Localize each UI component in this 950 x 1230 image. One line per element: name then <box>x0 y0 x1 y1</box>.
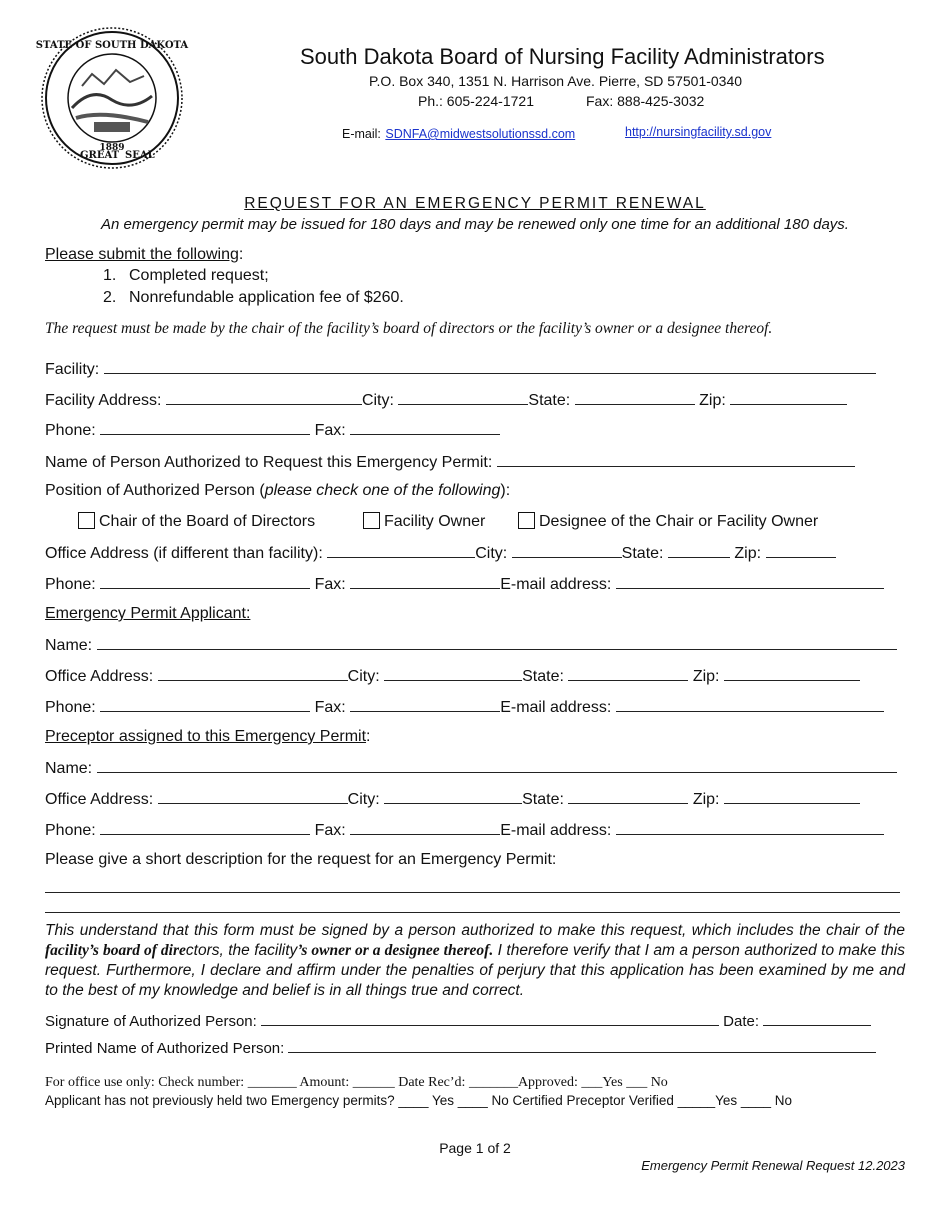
facility-phone-label: Phone: <box>45 422 96 439</box>
preceptor-city-label: City: <box>347 791 380 808</box>
applicant-phone-label: Phone: <box>45 699 96 716</box>
auth-state-label: State: <box>621 545 664 562</box>
org-address: P.O. Box 340, 1351 N. Harrison Ave. Pierre, SD 57501-0340 <box>369 73 743 89</box>
facility-zip-field[interactable] <box>730 390 847 405</box>
facility-fax-field[interactable] <box>350 420 500 435</box>
signature-field[interactable] <box>261 1011 719 1026</box>
facility-phone-field[interactable] <box>100 420 310 435</box>
auth-phone-field[interactable] <box>100 574 310 589</box>
svg-text:GREAT: GREAT <box>80 150 120 161</box>
preceptor-phone-label: Phone: <box>45 822 96 839</box>
auth-city-label: City: <box>475 545 508 562</box>
auth-state-field[interactable] <box>668 543 730 558</box>
organization-name: South Dakota Board of Nursing Facility Administrators <box>300 44 825 69</box>
request-note: The request must be made by the chair of the facility’s board of directors or the facility’s owner or a designee thereof. <box>45 320 773 337</box>
description-line-2[interactable] <box>45 898 900 913</box>
owner-checkbox[interactable] <box>363 512 380 529</box>
svg-text:1889: 1889 <box>99 143 125 153</box>
applicant-zip-field[interactable] <box>724 666 860 681</box>
auth-office-address-field[interactable] <box>327 543 475 558</box>
preceptor-heading: Preceptor assigned to this Emergency Permit: <box>45 728 371 745</box>
auth-email-label: E-mail address: <box>500 576 612 593</box>
applicant-fax-label: Fax: <box>314 699 346 716</box>
submit-item-1: Completed request; <box>129 267 269 284</box>
applicant-state-field[interactable] <box>568 666 688 681</box>
applicant-state-label: State: <box>522 668 564 685</box>
applicant-name-field[interactable] <box>97 635 897 650</box>
applicant-city-label: City: <box>347 668 380 685</box>
applicant-city-field[interactable] <box>384 666 522 681</box>
facility-field[interactable] <box>104 359 876 374</box>
preceptor-zip-label: Zip: <box>692 791 720 808</box>
declaration-text: This understand that this form must be signed by a person authorized to make this request, which includes the chair of the facility’s board of directors, the facility’s owner or a designee thereof. I therefore verify that I am a person authorized to make this request. Furthermore, I declare and affirm under the penalties of perjury that this application has been examined by me and to the best of my knowledge and belief is in all things true and correct. <box>45 922 905 999</box>
applicant-phone-field[interactable] <box>100 697 310 712</box>
facility-state-field[interactable] <box>575 390 695 405</box>
submit-heading: Please submit the following: <box>45 246 244 263</box>
facility-fax-label: Fax: <box>314 422 346 439</box>
state-seal-image <box>32 26 194 170</box>
submit-item-2: Nonrefundable application fee of $260. <box>129 289 404 306</box>
facility-address-label: Facility Address: <box>45 392 162 409</box>
applicant-fax-field[interactable] <box>350 697 500 712</box>
preceptor-state-field[interactable] <box>568 789 688 804</box>
position-label: Position of Authorized Person (please check one of the following): <box>45 482 511 499</box>
preceptor-fax-label: Fax: <box>314 822 346 839</box>
printed-name-field[interactable] <box>288 1038 876 1053</box>
preceptor-phone-field[interactable] <box>100 820 310 835</box>
facility-address-field[interactable] <box>166 390 362 405</box>
auth-office-address-label: Office Address (if different than facility): <box>45 545 323 562</box>
page-number: Page 1 of 2 <box>439 1140 511 1156</box>
preceptor-name-label: Name: <box>45 760 93 777</box>
auth-email-field[interactable] <box>616 574 884 589</box>
website-link[interactable]: http://nursingfacility.sd.gov <box>625 125 772 139</box>
chair-option-label: Chair of the Board of Directors <box>99 513 316 530</box>
org-phone: Ph.: 605-224-1721 <box>418 93 534 109</box>
email-label: E-mail: <box>342 127 381 141</box>
form-subtitle: An emergency permit may be issued for 180 days and may be renewed only one time for an additional 180 days. <box>101 216 849 233</box>
office-use-line-2: Applicant has not previously held two Emergency permits? ____ Yes ____ No Certified Preceptor Verified _____Yes ____ No <box>45 1093 792 1108</box>
applicant-office-address-label: Office Address: <box>45 668 154 685</box>
svg-text:STATE OF SOUTH DAKOTA: STATE OF SOUTH DAKOTA <box>35 40 189 51</box>
auth-city-field[interactable] <box>512 543 622 558</box>
auth-phone-label: Phone: <box>45 576 96 593</box>
auth-fax-label: Fax: <box>314 576 346 593</box>
preceptor-city-field[interactable] <box>384 789 522 804</box>
facility-city-field[interactable] <box>398 390 528 405</box>
form-version: Emergency Permit Renewal Request 12.2023 <box>641 1158 905 1173</box>
form-title: REQUEST FOR AN EMERGENCY PERMIT RENEWAL <box>244 195 706 212</box>
facility-city-label: City: <box>361 392 394 409</box>
submit-item-num-2: 2. <box>103 289 117 306</box>
preceptor-fax-field[interactable] <box>350 820 500 835</box>
applicant-office-address-field[interactable] <box>158 666 348 681</box>
preceptor-email-label: E-mail address: <box>500 822 612 839</box>
description-line-1[interactable] <box>45 878 900 893</box>
preceptor-state-label: State: <box>522 791 564 808</box>
description-prompt: Please give a short description for the request for an Emergency Permit: <box>45 851 557 868</box>
applicant-email-label: E-mail address: <box>500 699 612 716</box>
preceptor-office-address-field[interactable] <box>158 789 348 804</box>
preceptor-name-field[interactable] <box>97 758 897 773</box>
facility-zip-label: Zip: <box>699 392 726 409</box>
preceptor-office-address-label: Office Address: <box>45 791 154 808</box>
office-use-line-1: For office use only: Check number: _______ Amount: ______ Date Rec’d: _______Approved: ___Yes ___ No <box>45 1075 668 1090</box>
applicant-heading: Emergency Permit Applicant: <box>45 605 251 622</box>
facility-label: Facility: <box>45 361 100 378</box>
org-fax: Fax: 888-425-3032 <box>586 93 705 109</box>
email-link[interactable]: SDNFA@midwestsolutionssd.com <box>385 127 576 141</box>
designee-checkbox[interactable] <box>518 512 535 529</box>
authorized-name-field[interactable] <box>497 452 855 467</box>
signature-label: Signature of Authorized Person: <box>45 1013 257 1030</box>
auth-zip-label: Zip: <box>734 545 762 562</box>
preceptor-email-field[interactable] <box>616 820 884 835</box>
svg-text:SEAL: SEAL <box>125 150 155 161</box>
designee-option-label: Designee of the Chair or Facility Owner <box>539 513 819 530</box>
applicant-email-field[interactable] <box>616 697 884 712</box>
auth-zip-field[interactable] <box>766 543 836 558</box>
facility-state-label: State: <box>528 392 571 409</box>
applicant-name-label: Name: <box>45 637 93 654</box>
submit-item-num-1: 1. <box>103 267 117 284</box>
preceptor-zip-field[interactable] <box>724 789 860 804</box>
auth-fax-field[interactable] <box>350 574 500 589</box>
owner-option-label: Facility Owner <box>384 513 486 530</box>
date-field[interactable] <box>763 1011 871 1026</box>
printed-name-label: Printed Name of Authorized Person: <box>45 1040 285 1057</box>
date-label: Date: <box>723 1013 760 1030</box>
applicant-zip-label: Zip: <box>692 668 720 685</box>
chair-checkbox[interactable] <box>78 512 95 529</box>
authorized-name-label: Name of Person Authorized to Request this Emergency Permit: <box>45 454 493 471</box>
